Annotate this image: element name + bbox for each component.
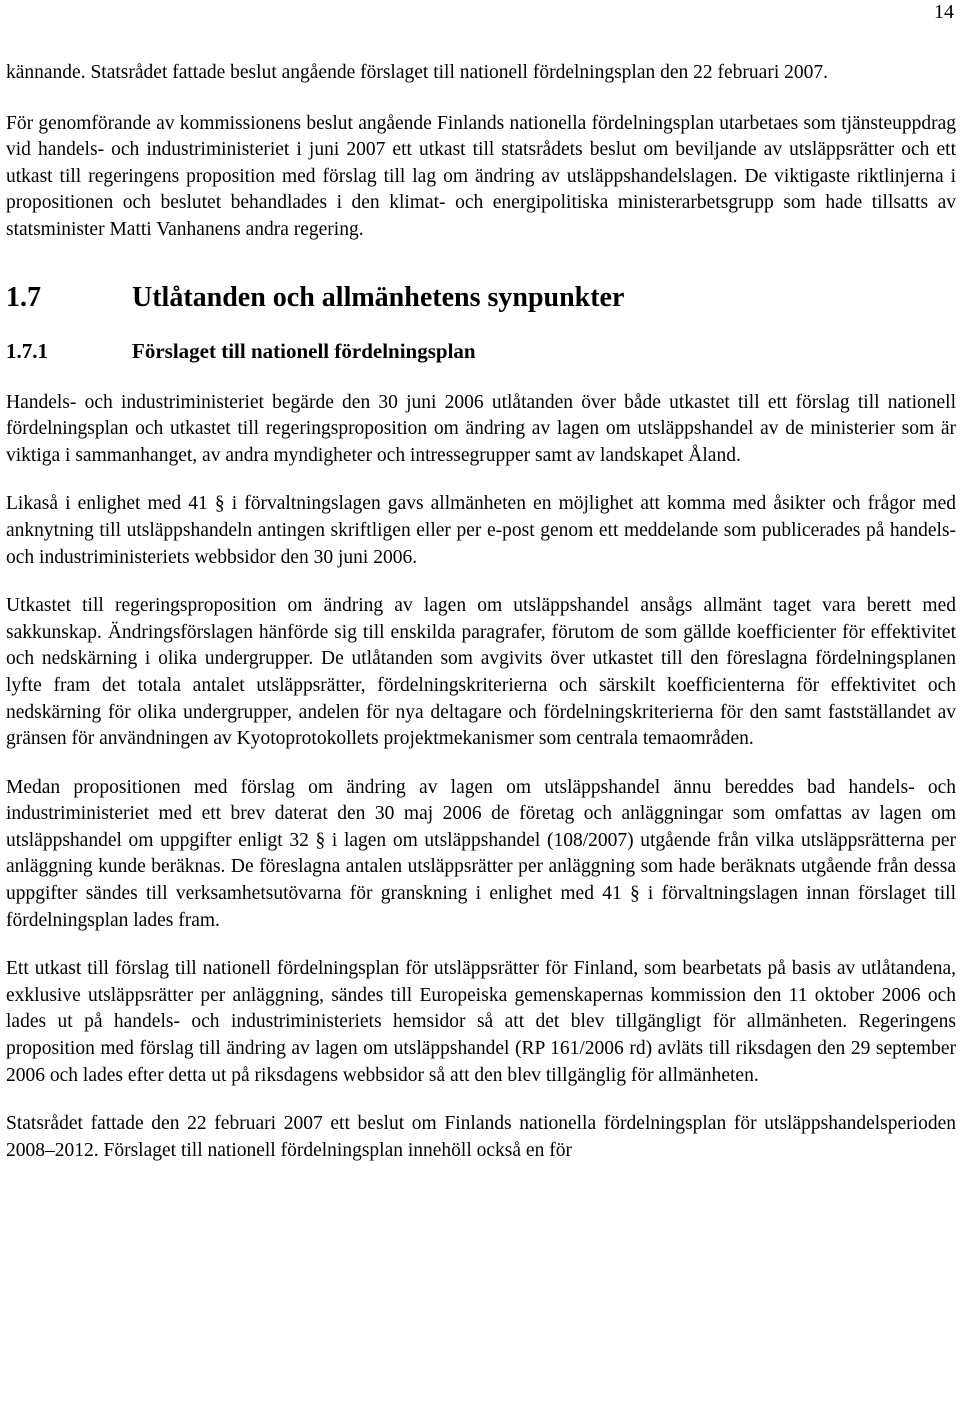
subsection-title: Förslaget till nationell fördelningsplan xyxy=(132,338,476,363)
subsection-heading xyxy=(6,338,956,364)
section-heading xyxy=(6,282,956,314)
paragraph: Medan propositionen med förslag om ändring av lagen om utsläppshandel ännu bereddes bad handels- och industriministeriet med ett brev daterat den 30 maj 2006 de företag och anläggningar som omfattas av lagen om utsläppshandel om uppgifter enligt 32 § i lagen om utsläppshandel (108/2007) utgående från vilka utsläppsrätterna per anläggning kunde beräknas. De föreslagna antalen utsläppsrätter per anläggning som hade beräknats utgående från dessa uppgifter sändes till verksamhetsutövarna för granskning i enlighet med 41 § i förvaltningslagen innan förslaget till fördelningsplan lades fram. xyxy=(6,776,956,931)
section-number: 1.7 xyxy=(6,281,41,313)
subsection-number: 1.7.1 xyxy=(6,338,48,363)
paragraph-implementation: För genomförande av kommissionens beslut angående Finlands nationella fördelningsplan utarbetaes som tjänsteuppdrag vid handels- och industriministeriet i juni 2007 ett utkast till statsrådets beslut om beviljande av utsläppsrätter och ett utkast till regeringens proposition med förslag till lag om ändring av utsläppshandelslagen. De viktigaste riktlinjerna i propositionen och beslutet behandlades i den klimat- och energipolitiska ministerarbetsgrupp som hade tillsatts av statsminister Matti Vanhanens andra regering. xyxy=(6,112,956,240)
page-number: 14 xyxy=(934,1,954,23)
paragraph-continuation: kännande. Statsrådet fattade beslut angående förslaget till nationell fördelningsplan den 22 februari 2007. xyxy=(6,62,828,83)
document-body xyxy=(6,60,956,1164)
paragraph: Likaså i enlighet med 41 § i förvaltningslagen gavs allmänheten en möjlighet att komma med åsikter och frågor med anknytning till utsläppshandeln antingen skriftligen eller per e-post genom ett meddelande som publicerades på handels- och industriministeriets webbsidor den 30 juni 2006. xyxy=(6,493,956,568)
paragraph: Statsrådet fattade den 22 februari 2007 ett beslut om Finlands nationella fördelningsplan för utsläppshandelsperioden 2008–2012. Förslaget till nationell fördelningsplan innehöll också en för xyxy=(6,1113,956,1161)
paragraph: Handels- och industriministeriet begärde den 30 juni 2006 utlåtanden över både utkastet till ett förslag till nationell fördelningsplan och utkastet till regeringsproposition om ändring av lagen om utsläppshandel av de ministerier som är viktiga i sammanhanget, av andra myndigheter och intressegrupper samt av landskapet Åland. xyxy=(6,391,956,466)
section-title: Utlåtanden och allmänhetens synpunkter xyxy=(132,281,625,313)
paragraph: Ett utkast till förslag till nationell fördelningsplan för utsläppsrätter för Finland, som bearbetats på basis av utlåtandena, exklusive utsläppsrätter per anläggning, sändes till Europeiska gemenskapernas kommission den 11 oktober 2006 och lades ut på handels- och industriministeriets hemsidor så att det blev tillgängligt för allmänheten. Regeringens proposition med förslag till ändring av lagen om utsläppshandel (RP 161/2006 rd) avläts till riksdagen den 29 september 2006 och lades efter detta ut på riksdagens webbsidor så att den blev tillgänglig för allmänheten. xyxy=(6,958,956,1086)
paragraph: Utkastet till regeringsproposition om ändring av lagen om utsläppshandel ansågs allmänt taget vara berett med sakkunskap. Ändringsförslagen hänförde sig till enskilda paragrafer, förutom de som gällde koefficienter för effektivitet och nedskärning i olika undergrupper. De utlåtanden som avgivits över utkastet till den föreslagna fördelningsplanen lyfte fram det totala antalet utsläppsrätter, fördelningskriterierna och särskilt koefficienterna för effektivitet och nedskärning för olika undergrupper, andelen för nya deltagare och fördelningskriterierna för den samt fastställandet av gränsen för användningen av Kyotoprotokollets projektmekanismer som centrala temaområden. xyxy=(6,595,956,750)
